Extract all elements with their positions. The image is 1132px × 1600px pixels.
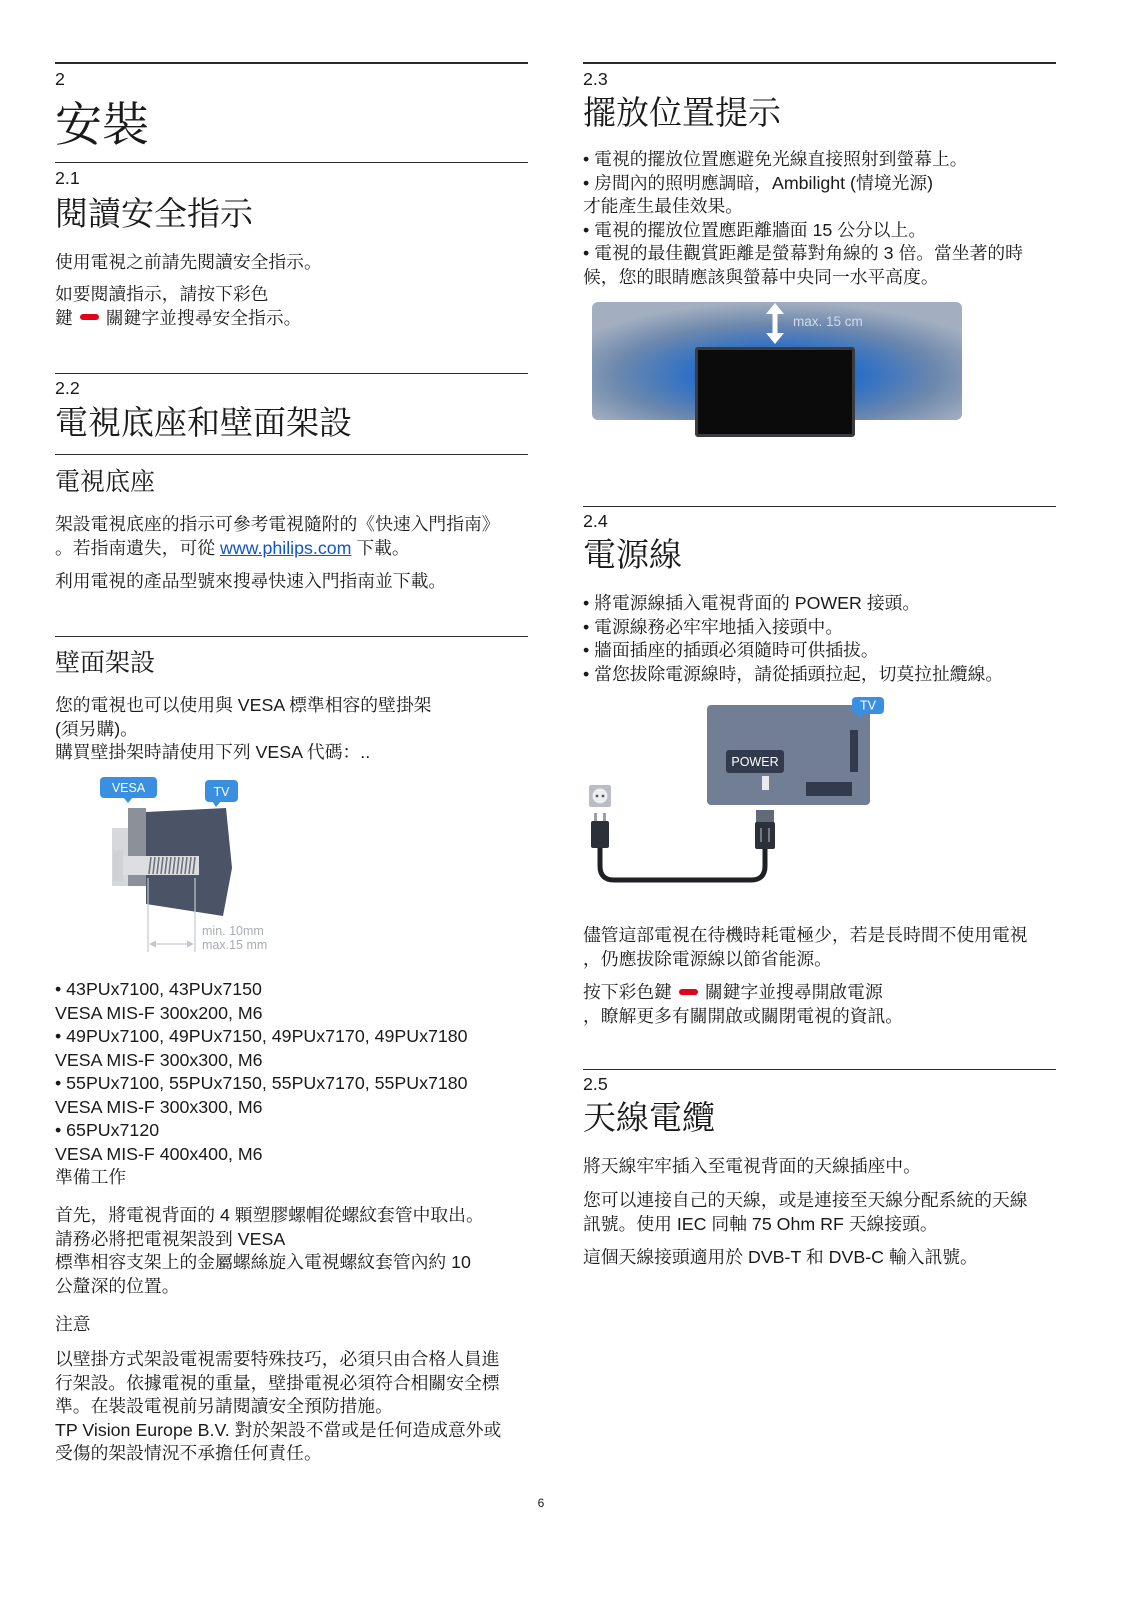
text-line: ，仍應拔除電源線以節省能源。 — [583, 948, 832, 969]
subsection-rule-wall — [55, 636, 528, 637]
text-line: (須另購)。 — [55, 718, 138, 739]
wall-socket-icon — [589, 785, 611, 807]
stand-paragraph-1 — [55, 513, 528, 560]
preparation-paragraph — [55, 1204, 528, 1298]
antenna-paragraph-3 — [583, 1246, 1056, 1270]
power-cord-list — [583, 592, 1056, 686]
section-rule-2-4 — [583, 506, 1056, 507]
section-number-2-2: 2.2 — [55, 378, 80, 398]
safety-paragraph-1 — [55, 251, 528, 275]
tv-tag-label: TV — [213, 785, 230, 799]
text-line: 將天線牢牢插入至電視背面的天線插座中。 — [583, 1156, 921, 1176]
text-line: 注意 — [55, 1314, 91, 1334]
section-number-2-4: 2.4 — [583, 511, 608, 531]
text-line: 請務必將把電視架設到 VESA — [55, 1228, 286, 1249]
subsection-rule-stand — [55, 454, 528, 455]
safety-paragraph-2 — [55, 283, 528, 330]
list-item-continuation: 才能產生最佳效果。 — [583, 196, 744, 216]
antenna-paragraph-2 — [583, 1189, 1056, 1236]
tv-power-plug — [755, 810, 775, 849]
power-socket-label — [726, 750, 784, 773]
subsection-title-wall: 壁面架設 — [55, 649, 156, 677]
list-item: • 電源線務必牢牢地插入接頭中。 — [583, 616, 1056, 640]
text-fragment: 按下彩色鍵 — [583, 982, 672, 1002]
text-line: 這個天線接頭適用於 DVB-T 和 DVB-C 輸入訊號。 — [583, 1247, 978, 1267]
list-item: • 電視的擺放位置應避免光線直接照射到螢幕上。 — [583, 148, 1056, 172]
text-line: 使用電視之前請先閱讀安全指示。 — [55, 252, 322, 272]
text-line: 標準相容支架上的金屬螺絲旋入電視螺紋套管內約 10 — [55, 1252, 471, 1272]
text-line — [583, 981, 1056, 1005]
wall-plug — [591, 813, 609, 848]
vesa-model-list — [55, 978, 528, 1190]
vesa-mount-illustration — [95, 770, 295, 960]
vesa-tag — [100, 777, 157, 803]
list-item: • 牆面插座的插頭必須隨時可供插拔。 — [583, 639, 1056, 663]
text-line: 以壁掛方式架設電視需要特殊技巧，必須只由合格人員進 — [55, 1349, 500, 1369]
chapter-number: 2 — [55, 69, 65, 89]
text-line: 公釐深的位置。 — [55, 1275, 180, 1296]
text-fragment: 關鍵字並搜尋開啟電源 — [704, 982, 883, 1002]
text-fragment: 。若指南遺失，可從 — [55, 537, 220, 558]
list-item: • 電視的最佳觀賞距離是螢幕對角線的 3 倍。當坐著的時 — [583, 242, 1056, 266]
power-keyword-paragraph — [583, 981, 1056, 1028]
list-item-continuation: 候，您的眼睛應該與螢幕中央同一水平高度。 — [583, 266, 939, 287]
power-cable — [600, 847, 765, 880]
max-depth-label: max.15 mm — [202, 938, 268, 952]
list-item: • 房間內的照明應調暗，Ambilight (情境光源) — [583, 172, 1056, 196]
stand-paragraph-2 — [55, 570, 528, 594]
section-number-2-3: 2.3 — [583, 69, 608, 89]
placement-tips-list — [583, 148, 1056, 289]
tv-tag — [205, 780, 238, 807]
power-cord-illustration — [586, 694, 891, 886]
section-title-2-2: 電視底座和壁面架設 — [55, 404, 352, 441]
section-rule-2-2 — [55, 373, 528, 374]
section-title-2-1: 閱讀安全指示 — [55, 195, 253, 232]
standby-paragraph — [583, 924, 1056, 971]
antenna-paragraph-1 — [583, 1155, 1056, 1179]
philips-website-link[interactable]: www.philips.com — [219, 537, 352, 558]
preparation-heading: 準備工作 — [55, 1167, 127, 1187]
tv-placement-illustration — [588, 298, 968, 443]
list-item: • 將電源線插入電視背面的 POWER 接頭。 — [583, 592, 1056, 616]
model-list-item: • 43PUx7100, 43PUx7150 — [55, 978, 528, 1002]
min-depth-label: min. 10mm — [202, 924, 264, 938]
text-line: 首先，將電視背面的 4 顆塑膠螺帽從螺紋套管中取出。 — [55, 1205, 484, 1225]
section-rule-2-1 — [55, 162, 528, 163]
section-number-2-1: 2.1 — [55, 168, 80, 188]
power-label-text: POWER — [731, 755, 779, 769]
text-line: 如要閱讀指示，請按下彩色 — [55, 284, 269, 304]
list-item: • 電視的擺放位置應距離牆面 15 公分以上。 — [583, 219, 1056, 243]
section-number-2-5: 2.5 — [583, 1074, 608, 1094]
tv-screen — [695, 347, 855, 437]
section-title-2-3: 擺放位置提示 — [583, 94, 781, 131]
text-fragment: 關鍵字並搜尋安全指示。 — [105, 307, 302, 328]
red-color-key-icon — [80, 314, 99, 320]
caution-heading — [55, 1313, 528, 1337]
subsection-title-stand: 電視底座 — [55, 468, 156, 496]
text-line: 您的電視也可以使用與 VESA 標準相容的壁掛架 — [55, 695, 432, 715]
distance-label: max. 15 cm — [793, 314, 863, 329]
text-line: 受傷的架設情況不承擔任何責任。 — [55, 1443, 322, 1463]
wall-intro — [55, 694, 528, 765]
text-line: TP Vision Europe B.V. 對於架設不當或是任何造成意外或 — [55, 1419, 502, 1440]
vesa-tag-label: VESA — [111, 781, 146, 795]
tv-tag-label: TV — [860, 698, 876, 713]
vesa-code: VESA MIS-F 300x300, M6 — [55, 1096, 263, 1117]
model-list-item: • 65PUx7120 — [55, 1119, 528, 1143]
vesa-code: VESA MIS-F 300x200, M6 — [55, 1002, 263, 1023]
page-number: 6 — [537, 1496, 545, 1510]
vesa-code: VESA MIS-F 300x300, M6 — [55, 1049, 263, 1070]
text-line: 儘管這部電視在待機時耗電極少，若是長時間不使用電視 — [583, 925, 1028, 945]
text-line: 您可以連接自己的天線，或是連接至天線分配系統的天線 — [583, 1190, 1028, 1210]
power-port — [762, 776, 769, 790]
text-line: 訊號。使用 IEC 同軸 75 Ohm RF 天線接頭。 — [583, 1213, 938, 1234]
caution-paragraph — [55, 1348, 528, 1466]
list-item: • 當您拔除電源線時，請從插頭拉起，切莫拉扯纜線。 — [583, 663, 1056, 687]
section-title-2-4: 電源線 — [583, 536, 682, 573]
tv-slot-vertical — [850, 730, 858, 772]
chapter-rule — [55, 62, 528, 64]
text-line — [55, 537, 528, 561]
text-line: 準。在裝設電視前另請閱讀安全預防措施。 — [55, 1396, 393, 1416]
text-line: 架設電視底座的指示可參考電視隨附的《快速入門指南》 — [55, 514, 500, 534]
text-fragment: 鍵 — [55, 307, 73, 328]
chapter-title: 安裝 — [55, 98, 149, 151]
section-title-2-5: 天線電纜 — [583, 1099, 715, 1136]
section-rule-2-5 — [583, 1069, 1056, 1070]
text-line: ，瞭解更多有關開啟或關閉電視的資訊。 — [583, 1005, 904, 1026]
vesa-code: VESA MIS-F 400x400, M6 — [55, 1143, 263, 1164]
red-color-key-icon — [679, 989, 698, 995]
text-line: 利用電視的產品型號來搜尋快速入門指南並下載。 — [55, 571, 447, 591]
section-rule-2-3 — [583, 62, 1056, 64]
text-fragment: 下載。 — [351, 537, 410, 558]
model-list-item: • 55PUx7100, 55PUx7150, 55PUx7170, 55PUx7180 — [55, 1072, 528, 1096]
model-list-item: • 49PUx7100, 49PUx7150, 49PUx7170, 49PUx7180 — [55, 1025, 528, 1049]
text-line: 購買壁掛架時請使用下列 VESA 代碼：.. — [55, 742, 371, 762]
text-line — [55, 307, 528, 331]
tv-slot-horizontal — [806, 782, 852, 796]
text-line: 行架設。依據電視的重量，壁掛電視必須符合相關安全標 — [55, 1372, 500, 1393]
